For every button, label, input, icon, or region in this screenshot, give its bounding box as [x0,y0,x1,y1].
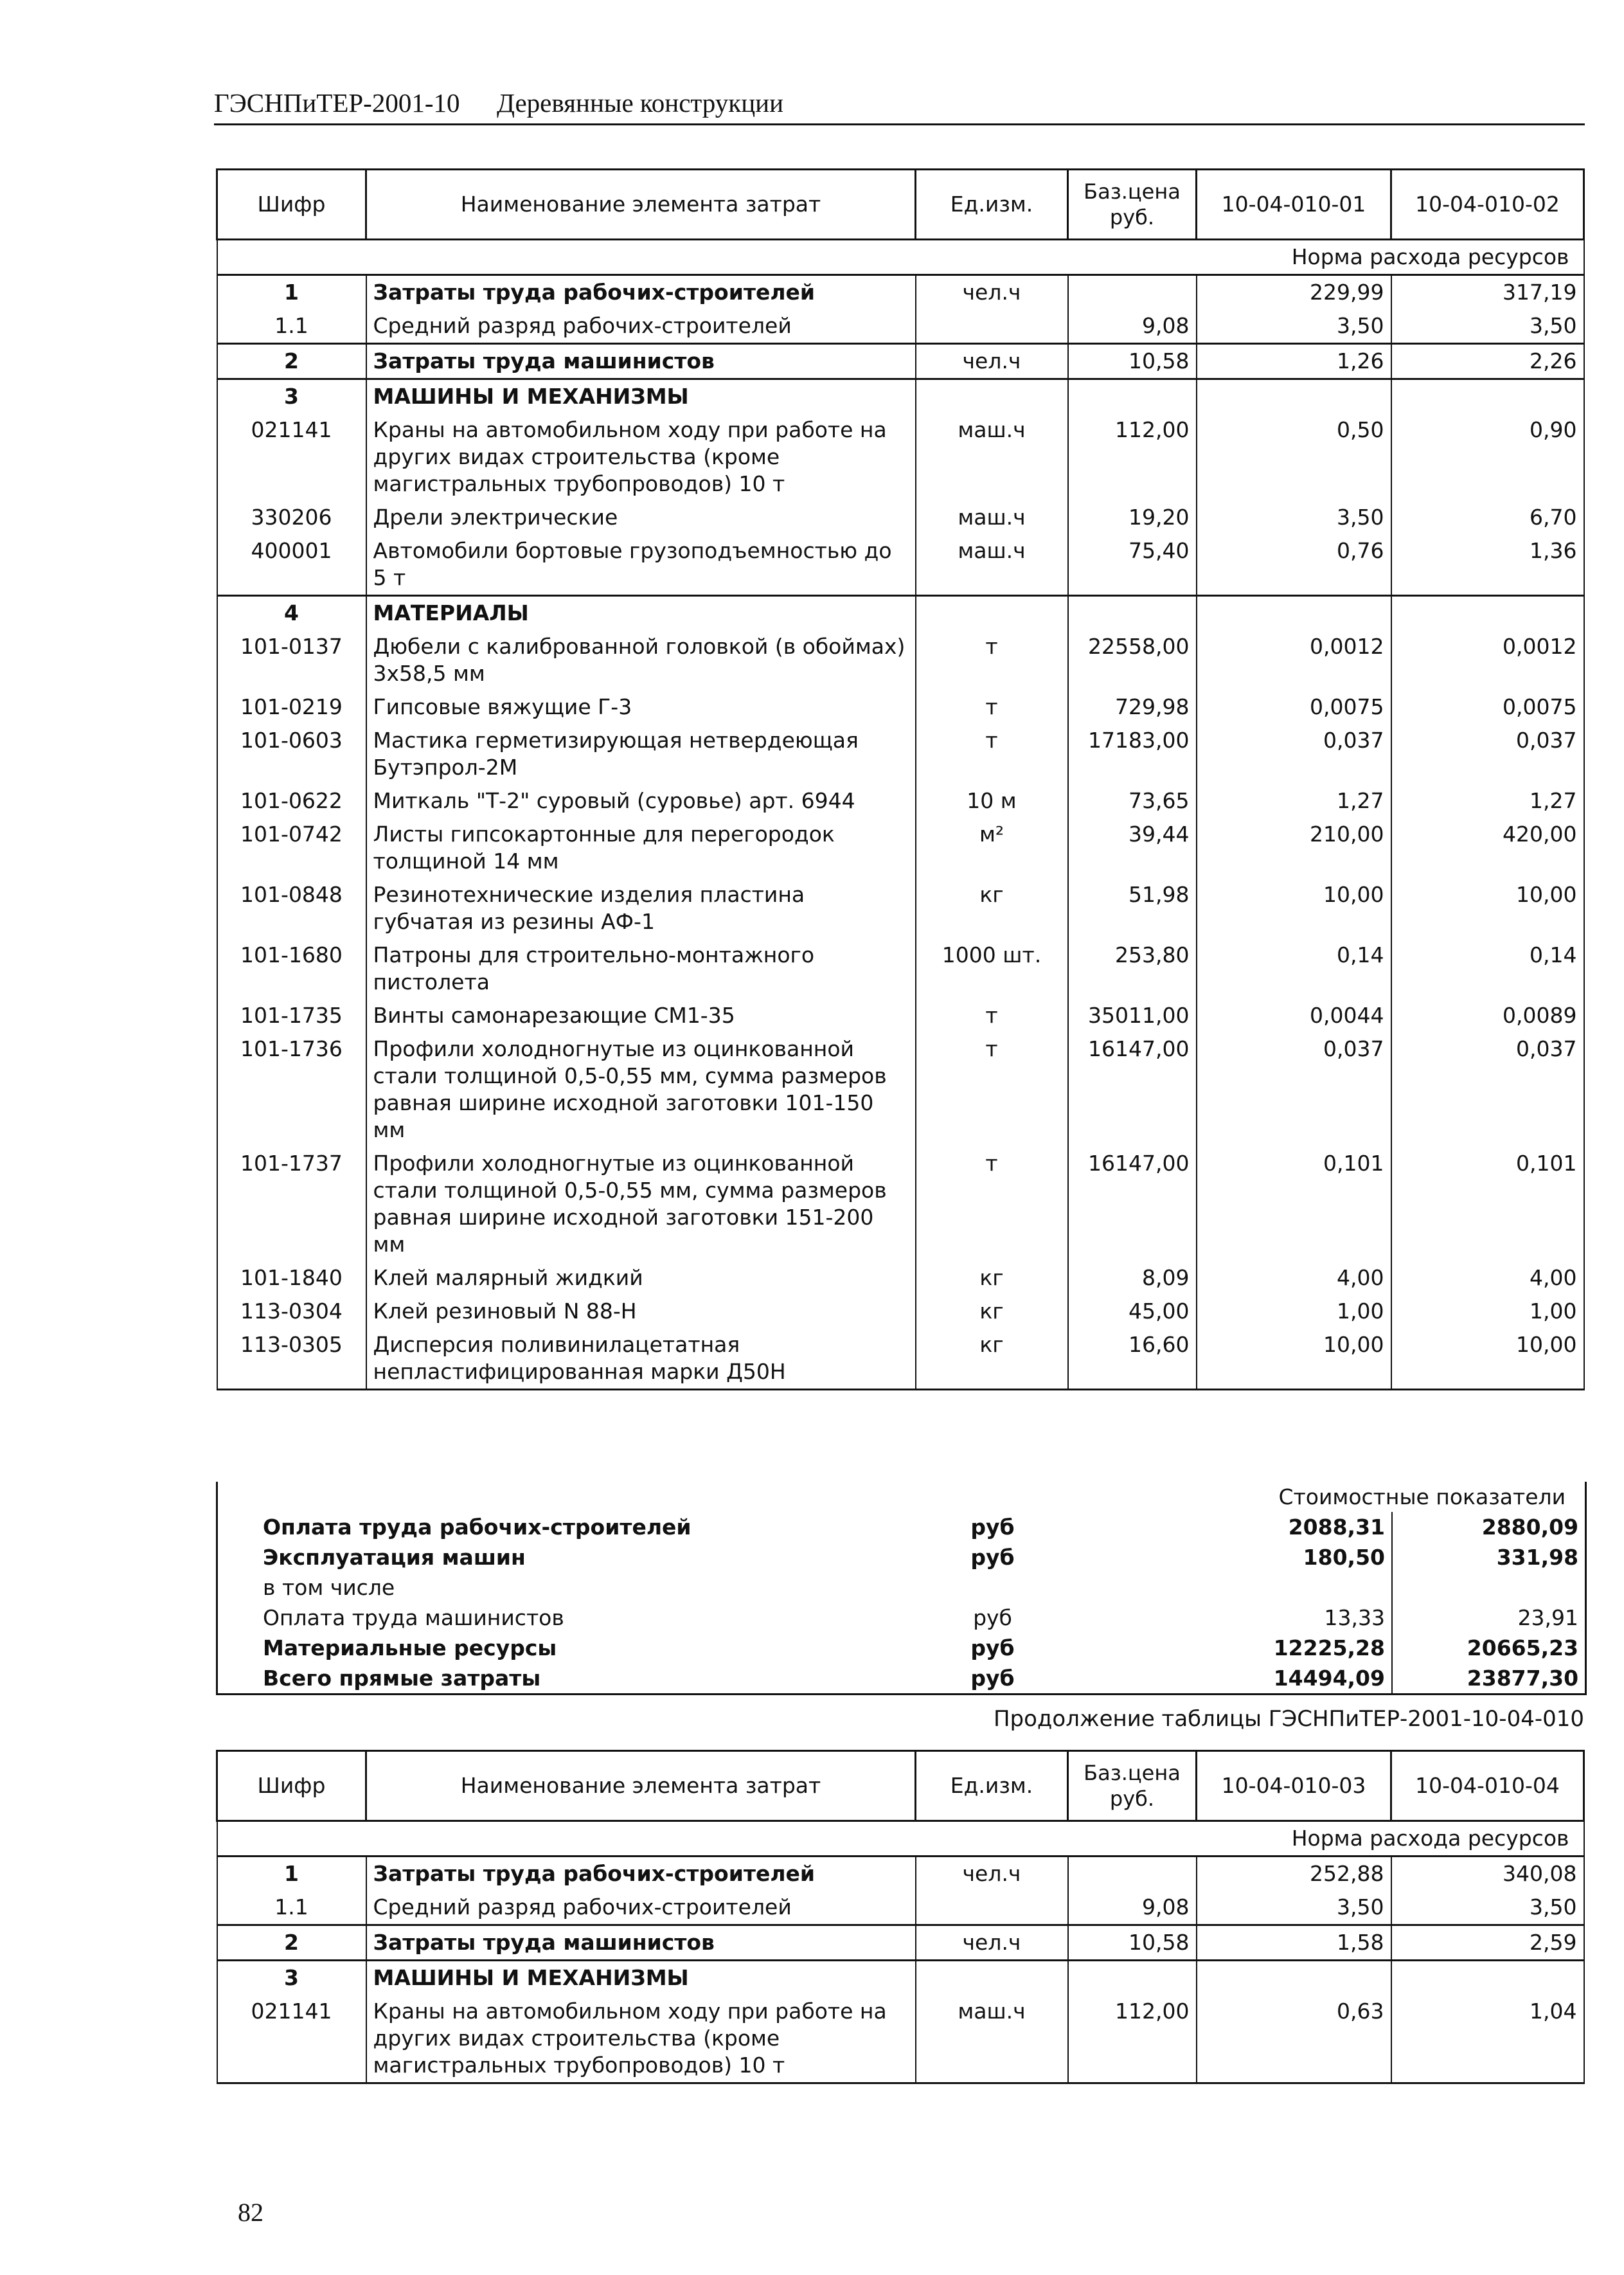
row-code: 021141 [217,1995,366,2083]
column-header-variant-01: 10-04-010-01 [1197,170,1391,240]
row-base-price: 8,09 [1068,1261,1197,1295]
row-base-price [1068,379,1197,414]
summary-value-2: 20665,23 [1467,1635,1579,1660]
row-value-1: 1,00 [1197,1295,1391,1328]
row-value-1: 0,0044 [1197,999,1391,1032]
row-unit: м² [916,818,1068,878]
row-name: Дисперсия поливинилацетатная непластифицированная марки Д50Н [366,1328,916,1390]
table-row [217,596,1584,631]
summary-unit: руб [970,1515,1015,1540]
table-body-2 [217,1857,1584,2083]
row-value-1: 0,037 [1197,1032,1391,1147]
summary-label: Материальные ресурсы [263,1635,557,1660]
row-value-2: 10,00 [1391,878,1584,939]
column-header-variant-04: 10-04-010-04 [1391,1751,1584,1821]
row-unit: кг [916,1328,1068,1390]
row-code: 101-1840 [217,1261,366,1295]
table-row [217,1328,1584,1390]
row-unit: чел.ч [916,275,1068,310]
row-code: 101-0603 [217,724,366,784]
column-header-base-price: Баз.цена руб. [1068,170,1197,240]
table-row [217,630,1584,690]
row-name: Клей малярный жидкий [366,1261,916,1295]
row-name: Профили холодногнутые из оцинкованной стали толщиной 0,5-0,55 мм, сумма размеров равная ширине исходной заготовки 151-200 мм [366,1147,916,1261]
row-name: Дрели электрические [366,501,916,534]
row-value-2: 10,00 [1391,1328,1584,1390]
row-name: Мастика герметизирующая нетвердеющая Бутэпрол-2М [366,724,916,784]
row-code: 1.1 [217,1891,366,1925]
row-unit: маш.ч [916,413,1068,501]
summary-value-1 [1197,1572,1392,1603]
row-unit [916,309,1068,344]
row-unit: чел.ч [916,1857,1068,1891]
row-name: Винты самонарезающие СМ1-35 [366,999,916,1032]
summary-value-1: 12225,28 [1197,1633,1392,1663]
summary-value-2: 23877,30 [1467,1666,1579,1691]
summary-label: Оплата труда машинистов [263,1605,564,1630]
table-row [217,1961,1584,1995]
row-code: 1 [217,275,366,310]
row-unit: 1000 шт. [916,939,1068,999]
row-value-1: 1,58 [1197,1925,1391,1961]
row-name: Дюбели с калиброванной головкой (в обоймах) 3х58,5 мм [366,630,916,690]
row-value-2: 1,04 [1391,1995,1584,2083]
column-header-unit: Ед.изм. [916,170,1068,240]
row-unit: маш.ч [916,1995,1068,2083]
table-row [217,1261,1584,1295]
table-row [217,1995,1584,2083]
resource-table-1 [216,168,1585,1390]
row-code: 3 [217,379,366,414]
column-header-name: Наименование элемента затрат [366,1751,916,1821]
row-base-price: 10,58 [1068,344,1197,379]
summary-unit: руб [970,1545,1015,1570]
table-row [217,275,1584,310]
column-header-code: Шифр [217,170,366,240]
summary-value-1: 13,33 [1197,1603,1392,1633]
row-code: 113-0305 [217,1328,366,1390]
row-name: МАТЕРИАЛЫ [366,596,916,631]
row-code: 113-0304 [217,1295,366,1328]
table-row [217,690,1584,724]
row-value-1: 1,26 [1197,344,1391,379]
row-value-2: 0,037 [1391,724,1584,784]
summary-value-1: 180,50 [1197,1542,1392,1572]
summary-value-1: 14494,09 [1197,1663,1392,1693]
summary-row [218,1512,1585,1542]
row-value-1: 0,037 [1197,724,1391,784]
row-name: Профили холодногнутые из оцинкованной стали толщиной 0,5-0,55 мм, сумма размеров равная ширине исходной заготовки 101-150 мм [366,1032,916,1147]
row-unit [916,596,1068,631]
row-code: 1.1 [217,309,366,344]
table-body-1 [217,275,1584,1390]
row-name: Средний разряд рабочих-строителей [366,1891,916,1925]
row-value-1: 3,50 [1197,501,1391,534]
table-row [217,309,1584,344]
row-base-price: 112,00 [1068,1995,1197,2083]
row-unit [916,1961,1068,1995]
summary-unit: руб [973,1605,1012,1630]
column-header-base-price: Баз.цена руб. [1068,1751,1197,1821]
table-row [217,784,1584,818]
summary-row [218,1633,1585,1663]
table-row [217,1147,1584,1261]
row-value-2: 0,037 [1391,1032,1584,1147]
row-value-1: 3,50 [1197,1891,1391,1925]
row-unit: кг [916,1261,1068,1295]
row-name: Гипсовые вяжущие Г-3 [366,690,916,724]
row-value-1: 229,99 [1197,275,1391,310]
row-name: Листы гипсокартонные для перегородок толщиной 14 мм [366,818,916,878]
table-header-row [217,1751,1584,1821]
summary-label: в том числе [263,1575,395,1600]
page-number: 82 [238,2198,263,2227]
summary-spacer [1069,1663,1197,1693]
row-value-1: 4,00 [1197,1261,1391,1295]
column-header-variant-02: 10-04-010-02 [1391,170,1584,240]
row-name: Резинотехнические изделия пластина губчатая из резины АФ-1 [366,878,916,939]
row-value-1: 252,88 [1197,1857,1391,1891]
row-unit: т [916,1147,1068,1261]
row-value-2: 1,36 [1391,534,1584,596]
row-code: 101-0137 [217,630,366,690]
row-code: 101-1737 [217,1147,366,1261]
summary-row [218,1572,1585,1603]
row-value-2: 3,50 [1391,309,1584,344]
row-value-2: 0,90 [1391,413,1584,501]
summary-label: Оплата труда рабочих-строителей [263,1515,692,1540]
row-base-price: 9,08 [1068,1891,1197,1925]
table-row [217,724,1584,784]
summary-spacer [1069,1512,1197,1542]
summary-unit: руб [970,1666,1015,1691]
row-value-1 [1197,379,1391,414]
row-name: Автомобили бортовые грузоподъемностью до 5 т [366,534,916,596]
table-row [217,1857,1584,1891]
summary-value-2: 331,98 [1496,1545,1579,1570]
table-row [217,1891,1584,1925]
table-row [217,379,1584,414]
table-row [217,999,1584,1032]
summary-unit [916,1572,1069,1603]
row-code: 3 [217,1961,366,1995]
row-value-2 [1391,379,1584,414]
row-base-price: 17183,00 [1068,724,1197,784]
row-name: МАШИНЫ И МЕХАНИЗМЫ [366,1961,916,1995]
table-header-row [217,170,1584,240]
row-value-1: 10,00 [1197,1328,1391,1390]
table-row [217,344,1584,379]
row-base-price: 16147,00 [1068,1032,1197,1147]
row-base-price: 16,60 [1068,1328,1197,1390]
norm-band-row [217,1821,1584,1857]
column-header-variant-03: 10-04-010-03 [1197,1751,1391,1821]
cost-summary [216,1482,1587,1695]
row-unit: т [916,1032,1068,1147]
row-unit: т [916,630,1068,690]
row-value-1: 10,00 [1197,878,1391,939]
row-unit: 10 м [916,784,1068,818]
row-code: 2 [217,344,366,379]
row-name: Затраты труда рабочих-строителей [366,1857,916,1891]
row-unit: т [916,999,1068,1032]
row-name: Клей резиновый N 88-Н [366,1295,916,1328]
row-value-2: 3,50 [1391,1891,1584,1925]
row-code: 101-1735 [217,999,366,1032]
row-value-2 [1391,596,1584,631]
row-value-2: 420,00 [1391,818,1584,878]
norm-band-row [217,240,1584,275]
summary-value-2: 2880,09 [1481,1515,1579,1540]
row-unit: чел.ч [916,344,1068,379]
column-header-code: Шифр [217,1751,366,1821]
summary-row [218,1663,1585,1693]
row-value-2: 340,08 [1391,1857,1584,1891]
row-value-2: 2,59 [1391,1925,1584,1961]
row-base-price: 16147,00 [1068,1147,1197,1261]
row-code: 021141 [217,413,366,501]
row-base-price: 51,98 [1068,878,1197,939]
norm-band-label: Норма расхода ресурсов [217,1821,1584,1857]
summary-body [218,1512,1585,1693]
row-base-price: 35011,00 [1068,999,1197,1032]
row-value-1: 0,14 [1197,939,1391,999]
cost-band-label: Стоимостные показатели [1278,1484,1566,1509]
row-base-price: 39,44 [1068,818,1197,878]
summary-unit: руб [970,1635,1015,1660]
row-name: Затраты труда рабочих-строителей [366,275,916,310]
table-row [217,413,1584,501]
row-value-1: 210,00 [1197,818,1391,878]
row-value-2: 0,14 [1391,939,1584,999]
row-name: Затраты труда машинистов [366,344,916,379]
table-row [217,1032,1584,1147]
row-value-2: 0,0012 [1391,630,1584,690]
summary-spacer [1069,1572,1197,1603]
resource-table-2 [216,1750,1585,2084]
row-value-1: 3,50 [1197,309,1391,344]
row-value-1: 0,0075 [1197,690,1391,724]
row-unit: кг [916,878,1068,939]
row-base-price: 75,40 [1068,534,1197,596]
row-name: МАШИНЫ И МЕХАНИЗМЫ [366,379,916,414]
row-name: Миткаль "Т-2" суровый (суровье) арт. 6944 [366,784,916,818]
row-value-2: 6,70 [1391,501,1584,534]
page-header [214,82,1585,125]
row-value-2: 317,19 [1391,275,1584,310]
summary-spacer [1069,1603,1197,1633]
table-row [217,1925,1584,1961]
row-base-price: 10,58 [1068,1925,1197,1961]
row-value-2: 0,101 [1391,1147,1584,1261]
row-base-price: 112,00 [1068,413,1197,501]
row-unit: кг [916,1295,1068,1328]
summary-spacer [1069,1542,1197,1572]
row-value-2 [1391,1961,1584,1995]
row-unit: т [916,690,1068,724]
row-value-2: 1,00 [1391,1295,1584,1328]
row-value-1 [1197,1961,1391,1995]
row-code: 1 [217,1857,366,1891]
column-header-unit: Ед.изм. [916,1751,1068,1821]
row-base-price: 729,98 [1068,690,1197,724]
row-code: 101-0848 [217,878,366,939]
row-value-1: 0,101 [1197,1147,1391,1261]
summary-label: Эксплуатация машин [263,1545,526,1570]
row-base-price [1068,1961,1197,1995]
summary-value-2 [1392,1572,1585,1603]
row-unit [916,379,1068,414]
row-value-2: 0,0075 [1391,690,1584,724]
table-row [217,878,1584,939]
row-code: 101-1680 [217,939,366,999]
row-value-2: 4,00 [1391,1261,1584,1295]
summary-value-1: 2088,31 [1197,1512,1392,1542]
row-code: 4 [217,596,366,631]
row-value-1: 0,50 [1197,413,1391,501]
row-code: 101-0742 [217,818,366,878]
norm-band-label: Норма расхода ресурсов [217,240,1584,275]
row-unit: чел.ч [916,1925,1068,1961]
row-value-2: 2,26 [1391,344,1584,379]
table-row [217,534,1584,596]
row-code: 101-0622 [217,784,366,818]
row-value-1: 0,76 [1197,534,1391,596]
row-code: 101-0219 [217,690,366,724]
row-base-price: 45,00 [1068,1295,1197,1328]
summary-spacer [1069,1633,1197,1663]
table-row [217,939,1584,999]
row-name: Краны на автомобильном ходу при работе на других видах строительства (кроме магистральных трубопроводов) 10 т [366,1995,916,2083]
column-header-name: Наименование элемента затрат [366,170,916,240]
row-value-2: 1,27 [1391,784,1584,818]
row-name: Средний разряд рабочих-строителей [366,309,916,344]
table-row [217,501,1584,534]
row-unit: т [916,724,1068,784]
row-name: Краны на автомобильном ходу при работе на других видах строительства (кроме магистральных трубопроводов) 10 т [366,413,916,501]
row-value-2: 0,0089 [1391,999,1584,1032]
row-base-price: 9,08 [1068,309,1197,344]
row-value-1: 0,0012 [1197,630,1391,690]
row-value-1: 1,27 [1197,784,1391,818]
row-base-price: 73,65 [1068,784,1197,818]
row-value-1: 0,63 [1197,1995,1391,2083]
continuation-caption: Продолжение таблицы ГЭСНПиТЕР-2001-10-04-010 [993,1706,1584,1732]
row-base-price [1068,1857,1197,1891]
row-code: 330206 [217,501,366,534]
summary-value-2: 23,91 [1517,1605,1579,1630]
row-name: Патроны для строительно-монтажного пистолета [366,939,916,999]
row-base-price [1068,596,1197,631]
row-unit: маш.ч [916,534,1068,596]
row-unit [916,1891,1068,1925]
row-code: 400001 [217,534,366,596]
row-base-price: 19,20 [1068,501,1197,534]
row-value-1 [1197,596,1391,631]
row-code: 101-1736 [217,1032,366,1147]
summary-row [218,1603,1585,1633]
row-base-price: 253,80 [1068,939,1197,999]
document-code: ГЭСНПиТЕР-2001-10 [214,88,460,118]
row-code: 2 [217,1925,366,1961]
table-row [217,1295,1584,1328]
row-name: Затраты труда машинистов [366,1925,916,1961]
row-base-price: 22558,00 [1068,630,1197,690]
section-title: Деревянные конструкции [497,88,784,118]
summary-row [218,1542,1585,1572]
row-base-price [1068,275,1197,310]
row-unit: маш.ч [916,501,1068,534]
summary-label: Всего прямые затраты [263,1666,541,1691]
table-row [217,818,1584,878]
